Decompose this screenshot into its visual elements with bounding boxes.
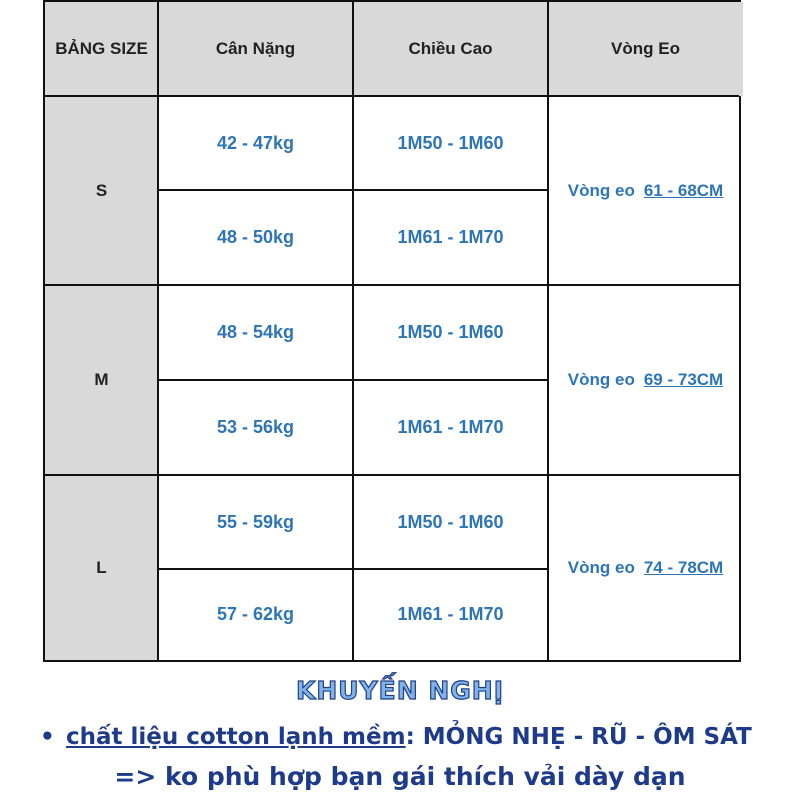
grid-line xyxy=(157,189,549,191)
recommendation-title: KHUYẾN NGHỊ xyxy=(295,676,505,705)
height-l-1: 1M50 - 1M60 xyxy=(397,511,504,532)
weight-s-1: 42 - 47kg xyxy=(216,132,295,153)
waist-label: Vòng eo xyxy=(567,180,635,200)
header-weight: Cân Nặng xyxy=(158,2,353,96)
size-chart-table xyxy=(43,0,741,662)
weight-m-1: 48 - 54kg xyxy=(216,322,295,342)
grid-line xyxy=(547,2,549,660)
waist-label: Vòng eo xyxy=(567,370,635,389)
grid-line xyxy=(45,284,739,286)
separator: : xyxy=(405,724,415,750)
weight-s-2: 48 - 50kg xyxy=(216,227,295,247)
waist-value: 74 - 78CM xyxy=(643,557,724,577)
size-l: L xyxy=(45,475,158,660)
grid-line xyxy=(157,2,159,660)
waist-value: 69 - 73CM xyxy=(643,370,724,389)
material-text: chất liệu cotton lạnh mềm xyxy=(66,724,406,750)
waist-s xyxy=(548,96,743,285)
waist-m xyxy=(548,285,743,475)
recommendation-bullet-line xyxy=(40,724,800,750)
height-s-1: 1M50 - 1M60 xyxy=(397,132,504,153)
header-size: BẢNG SIZE xyxy=(45,2,158,96)
grid-line xyxy=(45,95,739,97)
weight-l-1: 55 - 59kg xyxy=(216,511,295,532)
height-s-2: 1M61 - 1M70 xyxy=(397,227,504,247)
height-m-2: 1M61 - 1M70 xyxy=(397,417,504,437)
grid-line xyxy=(157,379,549,381)
weight-l-2: 57 - 62kg xyxy=(216,604,295,624)
material-properties: MỎNG NHẸ - RŨ - ÔM SÁT xyxy=(422,724,752,750)
size-s: S xyxy=(45,96,158,285)
height-l-2: 1M61 - 1M70 xyxy=(397,604,504,624)
recommendation-note: => ko phù hợp bạn gái thích vải dày dạn xyxy=(114,762,686,791)
waist-value: 61 - 68CM xyxy=(643,180,724,200)
grid-line xyxy=(45,474,739,476)
grid-line xyxy=(157,568,549,570)
grid-line xyxy=(352,2,354,660)
header-waist: Vòng Eo xyxy=(548,2,743,96)
size-m: M xyxy=(45,285,158,475)
bullet-icon: • xyxy=(40,724,55,750)
waist-l xyxy=(548,475,743,660)
weight-m-2: 53 - 56kg xyxy=(216,417,295,437)
height-m-1: 1M50 - 1M60 xyxy=(397,322,504,342)
waist-label: Vòng eo xyxy=(567,557,635,577)
header-height: Chiều Cao xyxy=(353,2,548,96)
